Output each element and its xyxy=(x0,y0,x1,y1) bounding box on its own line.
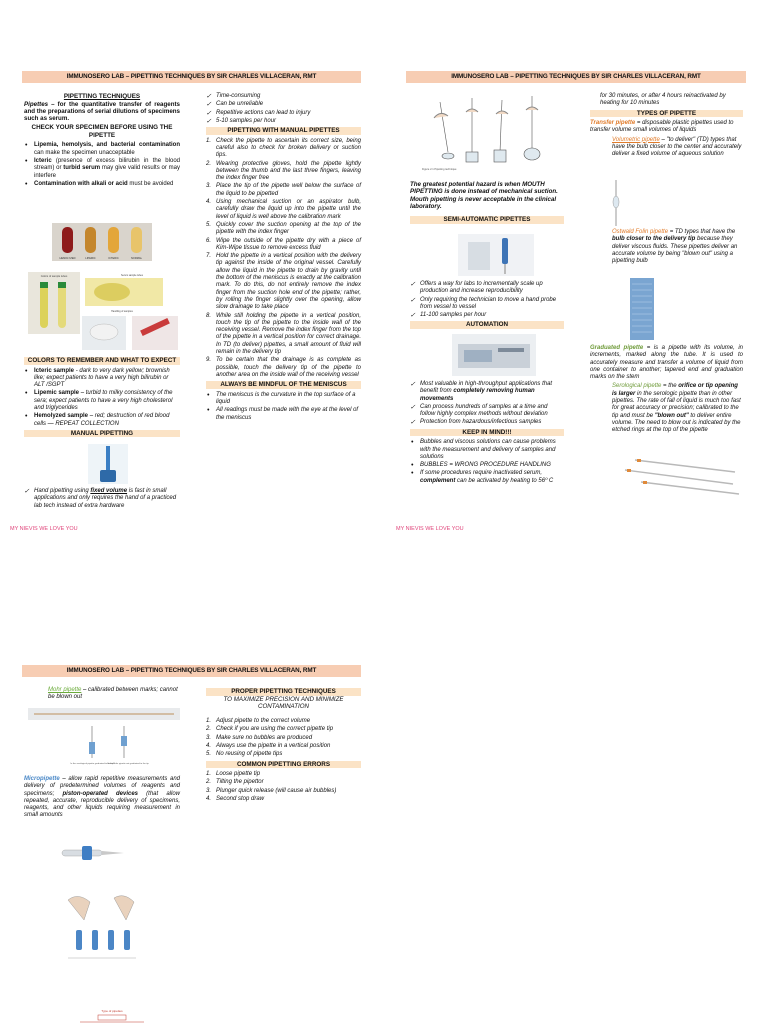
automation-title: AUTOMATION xyxy=(410,321,564,329)
mohr-pipette-image xyxy=(28,706,180,772)
figure-caption: Figure 2.1 Pipetting technique xyxy=(422,168,457,171)
caption-colors: Colors of sample tubes xyxy=(40,275,68,278)
common-errors-list xyxy=(206,771,361,803)
check-specimen-list xyxy=(24,142,180,188)
check-item-3: • Contamination with alkali or acid must be avoided xyxy=(24,181,180,188)
page1-manual-text xyxy=(24,488,180,512)
serum-tubes-illustration xyxy=(28,272,80,334)
handling-illustration xyxy=(82,272,180,352)
colors-item-1: • Icteric sample - dark to very dark yellow; brownish like; expect patients to have a very high bilirubin or ALT /SGPT xyxy=(24,368,180,390)
graduated-pipette-image xyxy=(630,278,654,340)
semi-automatic-title: SEMI-AUTOMATIC PIPETTES xyxy=(410,216,564,224)
meniscus-list xyxy=(206,392,361,422)
keep-item-2: • BUBBLES = WRONG PROCEDURE HANDLING xyxy=(410,462,564,469)
graduated-illustration xyxy=(630,278,654,340)
meniscus-item-2: • All readings must be made with the eye at the level of the meniscus xyxy=(206,407,361,422)
meniscus-title: ALWAYS BE MINDFUL OF THE MENISCUS xyxy=(206,381,361,389)
serological-pipette: Serological pipette = the orifice or tip opening is larger in the serologic pipette than in other pipettes. The rate of fall of liquid is much too fast for great accuracy or precision; calibrated to the tip and must be "blown out" to deliver entire volume. The need to blow out is indicated by the etched rings at the top of the pipette xyxy=(612,383,741,434)
auto-item-2: ✓ Can process hundreds of samples at a time and follow highly complex methods without deviation xyxy=(410,404,564,419)
semi-item-3: ✓ 11-100 samples per hour xyxy=(410,312,564,319)
caption-handling: Handling of samples xyxy=(111,310,133,313)
serological-illustration xyxy=(615,450,743,498)
micropipette-steps-illustration xyxy=(28,890,158,962)
step-8: 8. While still holding the pipette in a vertical position, touch the tip of the pipette to the inside wall of the receiving vessel. Remove the index finger from the top of the pipette in a vertical position for correct drainage. In TD (to deliver) pipettes, a small amount of fluid will remain in the delivery tip xyxy=(206,312,361,355)
proper-techniques-title xyxy=(206,688,361,696)
page3-right-column xyxy=(206,687,361,805)
tube-illustration xyxy=(52,223,152,261)
error-2: 2. Tilting the pipettor xyxy=(206,779,264,786)
colors-list xyxy=(24,368,180,428)
check-item-2: • Icteric (presence of excess bilirubin in the blood stream) or turbid serum may give valid results or may interfere xyxy=(24,158,180,180)
manual-cons-list xyxy=(206,93,361,125)
automation-image xyxy=(452,334,536,376)
manual-steps-list xyxy=(206,138,361,380)
volumetric-pipette: Volumetric pipette – "to deliver" (TD) types that have the bulb closer to the center and accurately deliver a fixed volume of aqueous solution xyxy=(612,136,742,158)
mohr-caption-1: In the serological pipette graduated to the tip xyxy=(70,763,114,765)
pipetting-figure xyxy=(420,92,560,172)
mohr-caption-2: In the Mohr pipette not graduated to the tip xyxy=(107,763,149,765)
proper-step-2: 2. Check if you are using the correct pipette tip xyxy=(206,726,334,733)
tube-label-icteric: ICTERIC xyxy=(108,257,119,260)
tube-label-lipemic: LIPEMIC xyxy=(85,257,96,260)
step-5: 5. Quickly cover the suction opening at the top of the pipette with the index finger xyxy=(206,221,361,236)
page2-ostwald xyxy=(612,229,743,267)
page3-header: IMMUNOSERO LAB – PIPETTING TECHNIQUES BY SIR CHARLES VILLACERAN, RMT xyxy=(22,665,361,677)
page2-graduated xyxy=(590,345,743,437)
serum-tubes-image xyxy=(28,272,80,334)
ostwald-pipette: Ostwald Folin pipette = TD types that have the bulb closer to the delivery tip because they deliver viscous fluids. These pipettes deliver an accurate volume by being "blown out" using a pipetting bulb xyxy=(612,229,738,265)
serological-pipette-image xyxy=(615,450,743,498)
meniscus-item-1: • The meniscus is the curvature in the top surface of a liquid xyxy=(206,392,361,407)
page1-right-column xyxy=(206,93,361,424)
keep-item-1: • Bubbles and viscous solutions can cause problems with the measurement and delivery of samples and solutions xyxy=(410,439,564,461)
page2-left-column xyxy=(410,181,564,227)
mohr-pipette: Mohr pipette – calibrated between marks; cannot be blown out xyxy=(48,687,178,701)
proper-step-3: 3. Make sure no bubbles are produced xyxy=(206,734,313,741)
pipettes-definition: Pipettes – for the quantitative transfer of reagents and the preparations of serial dilutions of specimens such as serum. xyxy=(24,100,180,123)
semi-auto-pipette-illustration xyxy=(458,234,534,276)
micropipette-image xyxy=(58,838,128,866)
step-7: 7. Hold the pipette in a vertical position with the delivery tip against the inside of the original vessel. Carefully allow the liquid in the pipette to drain by gravity until the bottom of the meniscus is exactly at the calibration mark. To do this, do not entirely remove the index finger from the suction hole end of the pipette; rather, by rolling the finger slightly over the opening, allow slow drainage to take place xyxy=(206,253,361,311)
step-6: 6. Wipe the outside of the pipette dry with a piece of Kim-Wipe tissue to remove excess fluid xyxy=(206,237,361,251)
page3-left-column xyxy=(24,687,180,704)
keep-in-mind-list xyxy=(410,439,564,485)
volumetric-pipette-image xyxy=(612,180,620,226)
micropipette: Micropipette – allow rapid repetitive measurements and delivery of predetermined volumes of reagents and specimens; piston-operated devices (that allow repeated, accurate, reproducible delivery of specimens, reagents, and other liquids requiring measurement in small amounts xyxy=(24,776,180,819)
colors-title: COLORS TO REMEMBER AND WHAT TO EXPECT xyxy=(24,357,180,365)
graduated-pipette: Graduated pipette = is a pipette with its volume, in increments, marked along the tube. It is used to accurately measure and transfer a volume of liquid from one container to another; tapered end and graduation marks on the stem xyxy=(590,345,744,381)
step-3: 3. Place the tip of the pipette well below the surface of the liquid to be pipetted xyxy=(206,183,361,197)
tube-label-normal: NORMAL xyxy=(130,257,143,260)
page1-left-column xyxy=(24,93,180,190)
step-9: 9. To be certain that the drainage is as complete as possible, touch the delivery tip of the pipette to another area on the inside wall of the receiving vessel xyxy=(206,357,361,378)
page2-header: IMMUNOSERO LAB – PIPETTING TECHNIQUES BY SIR CHARLES VILLACERAN, RMT xyxy=(406,71,746,83)
cons-item-2: ✓ Can be unreliable xyxy=(206,101,361,108)
page3-micropipette-text xyxy=(24,776,180,822)
page1-left-column-lower xyxy=(24,356,180,440)
step-1: 1. Check the pipette to ascertain its correct size, being careful also to check for broken delivery or suction tips. xyxy=(206,137,361,159)
with-manual-title: PIPETTING WITH MANUAL PIPETTES xyxy=(206,127,361,135)
pipetting-techniques-title: PIPETTING TECHNIQUES xyxy=(63,93,141,100)
error-4: 4. Second stop draw xyxy=(206,795,265,802)
types-of-pipette-chart xyxy=(60,1006,164,1024)
colors-item-2: • Lipemic sample – turbid to milky consistency of the sera; expect patients to have a very high cholesterol and triglycerides xyxy=(24,390,180,412)
pipetting-figure-illustration xyxy=(420,92,560,172)
heating-continuation: for 30 minutes, or after 4 hours reinactivated by heating for 10 minutes xyxy=(600,93,726,107)
manual-item: ✓ Hand pipetting using fixed volume is fast in small applications and only requires the hand of a practiced lab tech instead of extra hardware xyxy=(24,488,180,510)
types-chart-illustration xyxy=(60,1006,164,1024)
types-chart-title: Type of pipettes xyxy=(101,1009,123,1013)
semi-item-2: ✓ Only requiring the technician to move a hand probe from vessel to vessel xyxy=(410,297,564,312)
cons-item-4: ✓ 5-10 samples per hour xyxy=(206,118,361,125)
error-3: 3. Plunger quick release (will cause air bubbles) xyxy=(206,787,337,794)
auto-item-3: ✓ Protection from hazardous/infectious samples xyxy=(410,419,564,426)
check-specimen-title: CHECK YOUR SPECIMEN BEFORE USING THE PIPETTE xyxy=(31,124,173,139)
semi-automatic-image xyxy=(458,234,534,276)
mohr-illustration xyxy=(28,706,180,772)
transfer-pipette: Transfer pipette = disposable plastic pipettes used to transfer volume small volumes of liquids xyxy=(590,120,734,134)
colors-item-3: • Hemolyzed sample – red; destruction of red blood cells — REPEAT COLLECTION xyxy=(24,413,180,428)
automation-machine-illustration xyxy=(452,334,536,376)
common-errors-title: COMMON PIPETTING ERRORS xyxy=(206,761,361,769)
page2-left-column-lower xyxy=(410,381,564,487)
manual-pipetting-title: MANUAL PIPETTING xyxy=(24,430,180,438)
types-of-pipette-title: TYPES OF PIPETTE xyxy=(590,110,743,118)
proper-title: PROPER PIPETTING TECHNIQUES xyxy=(231,688,336,695)
manual-pipette-illustration xyxy=(88,444,128,484)
hazard-warning: The greatest potential hazard is when MOUTH PIPETTING is done instead of mechanical suction. Mouth pipetting is never acceptable in the clinical laboratory. xyxy=(410,181,558,210)
proper-steps-list xyxy=(206,718,361,758)
automation-list xyxy=(410,381,564,427)
proper-step-5: 5. No reusing of pipette tips xyxy=(206,751,283,758)
page2-right-column xyxy=(590,93,743,161)
page2-footer: MY NIEVIS WE LOVE YOU xyxy=(396,526,464,532)
tube-label-hemolyzed: HEMOLYZED xyxy=(59,257,76,260)
volumetric-illustration xyxy=(612,180,620,226)
error-1: 1. Loose pipette tip xyxy=(206,771,261,778)
semi-automatic-list xyxy=(410,281,564,319)
page1-header: IMMUNOSERO LAB – PIPETTING TECHNIQUES BY SIR CHARLES VILLACERAN, RMT xyxy=(22,71,361,83)
caption-serum: Serum sample tubes xyxy=(121,274,143,277)
step-2: 2. Wearing protective gloves, hold the pipette lightly between the thumb and the last three fingers, leaving the index finger free xyxy=(206,160,361,182)
proper-step-1: 1. Adjust pipette to the correct volume xyxy=(206,718,311,725)
sample-tubes-image xyxy=(52,223,152,261)
cons-item-1: ✓ Time-consuming xyxy=(206,93,361,100)
manual-pipetting-list xyxy=(24,488,180,510)
keep-in-mind-title: KEEP IN MIND!!! xyxy=(410,429,564,437)
cons-item-3: ✓ Repetitive actions can lead to injury xyxy=(206,110,361,117)
micropipette-illustration xyxy=(58,838,128,866)
check-item-1: • Lipemia, hemolysis, and bacterial contamination can make the specimen unacceptable xyxy=(24,142,180,157)
auto-item-1: ✓ Most valuable in high-throughput applications that benefit from completely removing human movements xyxy=(410,381,564,403)
semi-item-1: ✓ Offers a way for labs to incrementally scale up production and increase reproducibility xyxy=(410,281,564,296)
keep-item-3: • If some procedures require inactivated serum, complement can be activated by heating to 56º C xyxy=(410,470,564,485)
proper-subtitle: TO MAXIMIZE PRECISION AND MINIMIZE CONTAMINATION xyxy=(223,695,344,710)
proper-step-4: 4. Always use the pipette in a vertical position xyxy=(206,742,331,749)
micropipette-steps-image xyxy=(28,890,158,962)
sample-handling-image xyxy=(82,272,180,352)
manual-pipetting-image xyxy=(88,444,128,484)
page1-footer: MY NIEVIS WE LOVE YOU xyxy=(10,526,78,532)
step-4: 4. Using mechanical suction or an aspirator bulb, carefully draw the liquid up into the pipette until the level of liquid is well above the calibration mark xyxy=(206,199,361,220)
page2-left-column-mid xyxy=(410,281,564,332)
